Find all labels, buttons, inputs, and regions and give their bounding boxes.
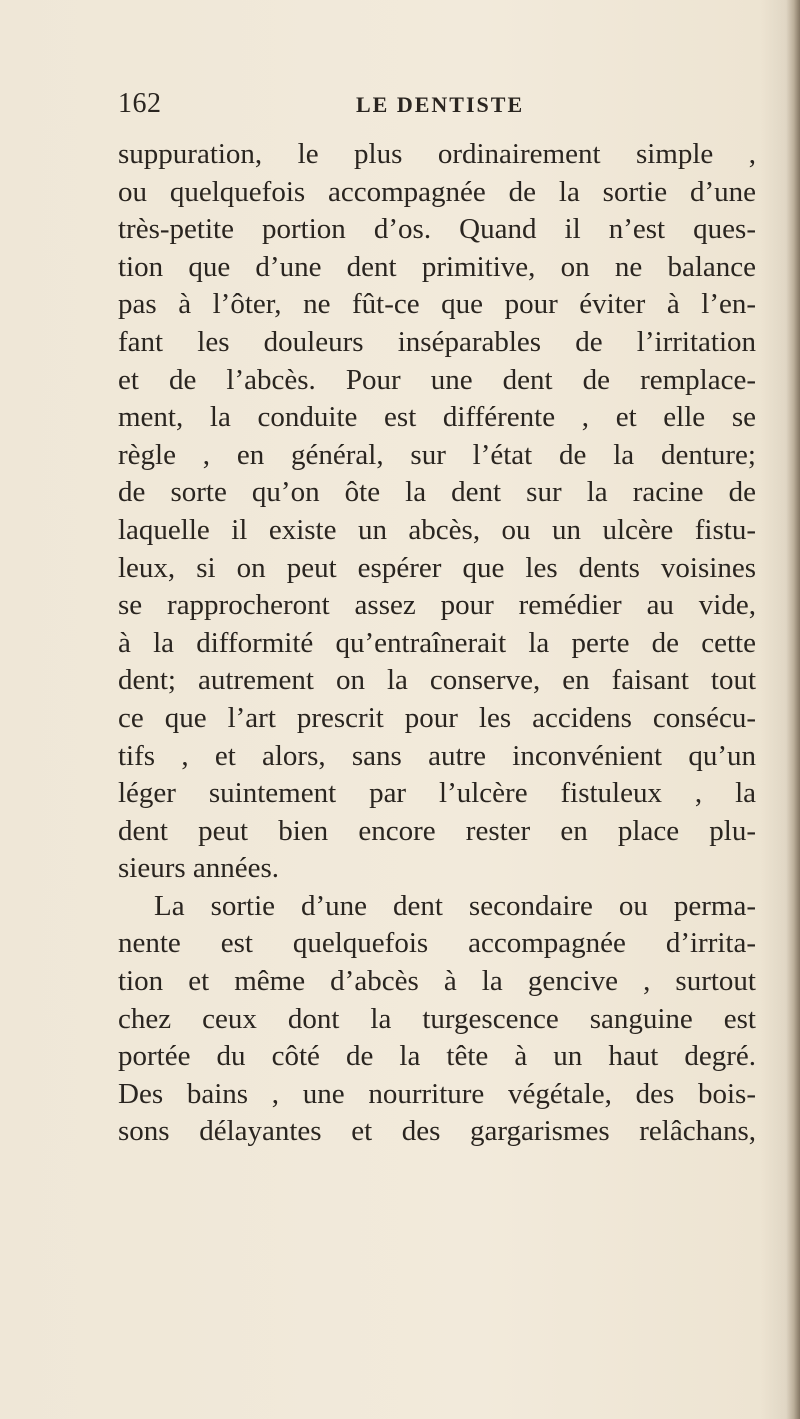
text-line: sons délayantes et des gargarismes relâchans,: [118, 1115, 756, 1148]
running-head: [118, 88, 778, 124]
text-line: de sorte qu’on ôte la dent sur la racine de: [118, 476, 756, 509]
paragraph-start-line: La sortie d’une dent secondaire ou perma-: [154, 889, 756, 922]
body-text: [118, 136, 756, 1151]
text-line: nente est quelquefois accompagnée d’irrita-: [118, 927, 756, 960]
text-line: pas à l’ôter, ne fût-ce que pour éviter à l’en-: [118, 288, 756, 321]
running-title: LE DENTISTE: [356, 92, 525, 117]
text-line: leux, si on peut espérer que les dents voisines: [118, 551, 756, 584]
text-line: à la difformité qu’entraînerait la perte de cette: [118, 626, 756, 659]
text-line: et de l’abcès. Pour une dent de remplace-: [118, 363, 756, 396]
page-edge-shadow: [786, 0, 800, 1419]
text-line: règle , en général, sur l’état de la denture;: [118, 438, 756, 471]
text-line: laquelle il existe un abcès, ou un ulcère fistu-: [118, 513, 756, 546]
text-line: ment, la conduite est différente , et elle se: [118, 401, 756, 434]
text-line: dent peut bien encore rester en place plu-: [118, 814, 756, 847]
text-line: tifs , et alors, sans autre inconvénient qu’un: [118, 739, 756, 772]
text-line: Des bains , une nourriture végétale, des bois-: [118, 1077, 756, 1110]
text-line: fant les douleurs inséparables de l’irritation: [118, 325, 756, 358]
text-line: tion et même d’abcès à la gencive , surtout: [118, 965, 756, 998]
text-line: chez ceux dont la turgescence sanguine est: [118, 1002, 756, 1035]
text-line: se rapprocheront assez pour remédier au vide,: [118, 589, 756, 622]
text-line: ce que l’art prescrit pour les accidens consécu-: [118, 701, 756, 734]
text-line: tion que d’une dent primitive, on ne balance: [118, 250, 756, 283]
text-line: très-petite portion d’os. Quand il n’est ques-: [118, 213, 756, 246]
text-line: léger suintement par l’ulcère fistuleux , la: [118, 777, 756, 810]
text-line: portée du côté de la tête à un haut degré.: [118, 1040, 756, 1073]
page-number: 162: [118, 88, 162, 119]
text-line: ou quelquefois accompagnée de la sortie d’une: [118, 175, 756, 208]
text-line: dent; autrement on la conserve, en faisant tout: [118, 664, 756, 697]
text-line: suppuration, le plus ordinairement simple ,: [118, 138, 756, 170]
paragraph-end-line: sieurs années.: [118, 852, 280, 885]
